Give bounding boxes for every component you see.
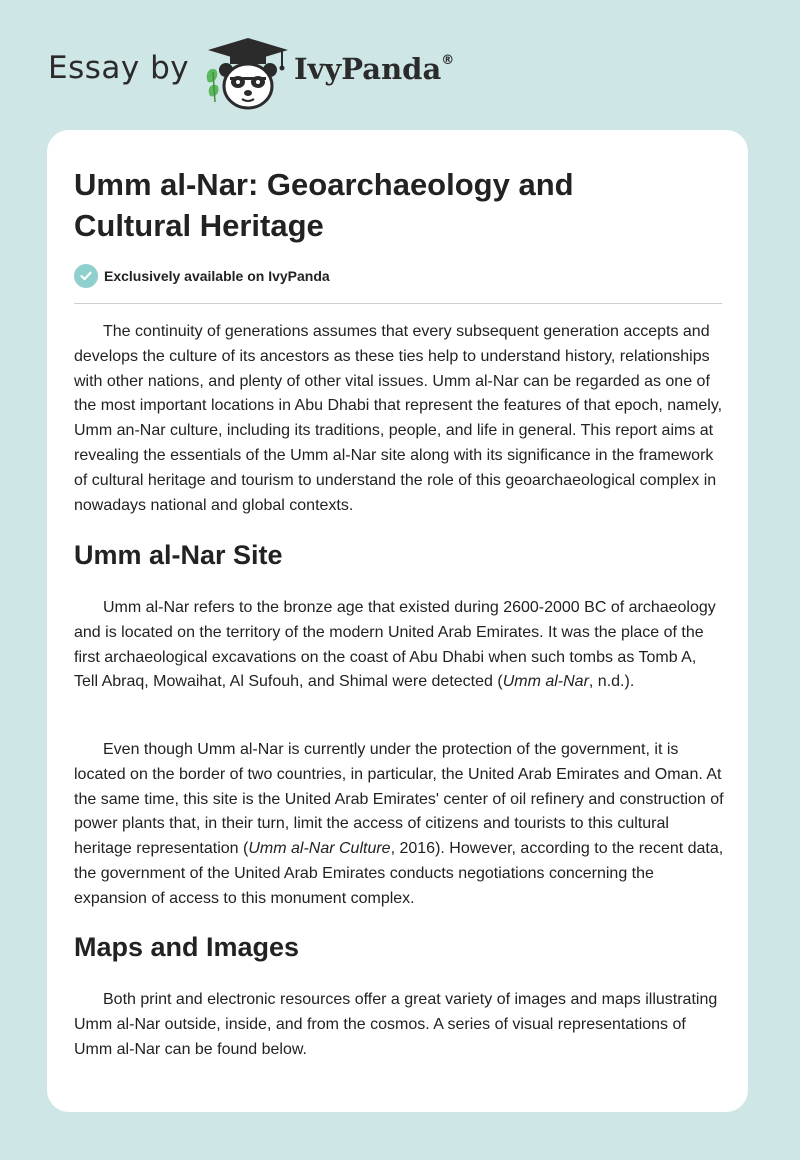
panda-logo-icon[interactable] [200, 36, 296, 112]
section-1-paragraph-1-wrap [74, 596, 724, 695]
section-1-paragraph-2-wrap [74, 738, 724, 912]
citation: Umm al-Nar [502, 673, 589, 691]
section-heading: Umm al-Nar Site [74, 540, 283, 570]
section-2-paragraph-1-wrap [74, 988, 724, 1062]
section-maps-and-images [74, 930, 724, 964]
divider [74, 303, 722, 304]
exclusive-badge-label: Exclusively available on IvyPanda [104, 268, 330, 284]
essay-by-label: Essay by [48, 50, 190, 86]
paragraph-text: Even though Umm al-Nar is currently under the protection of the government, it is located on the border of two countries, in particular, the United Arab Emirates and Oman. At the same time, this site is the United Arab Emirates' center of oil refinery and construction of power plants that, in their turn, limit the access of citizens and tourists to this cultural heritage representation ( [74, 741, 724, 858]
citation-tail: , n.d.). [588, 673, 635, 691]
citation: Umm al-Nar Culture [248, 840, 391, 858]
intro-paragraph: The continuity of generations assumes that every subsequent generation accepts and develops the culture of its ancestors as these ties help to understand history, relationships with other nations, and plenty of other vital issues. Umm al-Nar can be regarded as one of the most important locations in Abu Dhabi that represent the features of that epoch, namely, Umm an-Nar culture, including its traditions, people, and life in general. This report aims at revealing the essentials of the Umm al-Nar site along with its significance in the framework of cultural heritage and tourism to understand the role of this geoarchaeological complex in nowadays national and global contexts. [74, 323, 723, 514]
intro-section [74, 320, 724, 518]
checkmark-icon [74, 264, 98, 288]
article-title: Umm al-Nar: Geoarchaeology and Cultural Heritage [74, 167, 574, 243]
panda-face-icon [219, 63, 277, 108]
section-1-paragraph-2 [74, 738, 724, 912]
section-2-paragraph-1: Both print and electronic resources offer a great variety of images and maps illustrating Umm al-Nar outside, inside, and from the cosmos. A series of visual representations of Umm al-Nar can be found below. [74, 991, 718, 1058]
paragraph-text: Umm al-Nar refers to the bronze age that existed during 2600-2000 BC of archaeology and is located on the territory of the modern United Arab Emirates. It was the place of the first archaeological excavations on the coast of Abu Dhabi when such tombs as Tomb A, Tell Abraq, Mowaihat, Al Sufouh, and Shimal were detected ( [74, 599, 716, 691]
site-header [0, 0, 800, 130]
brand-name[interactable] [294, 52, 454, 86]
section-heading: Maps and Images [74, 932, 300, 962]
brand-label: IvyPanda [294, 52, 442, 86]
section-umm-al-nar-site [74, 538, 724, 572]
leaf-icon [207, 69, 219, 102]
registered-mark: ® [441, 53, 455, 69]
exclusive-badge [74, 263, 330, 289]
citation-tail: , 2016). However, according to the recent data, the government of the United Arab Emirates conducts negotiations concerning the expansion of access to this monument complex. [74, 840, 724, 907]
article-card [47, 130, 748, 1112]
section-1-paragraph-1 [74, 596, 724, 695]
